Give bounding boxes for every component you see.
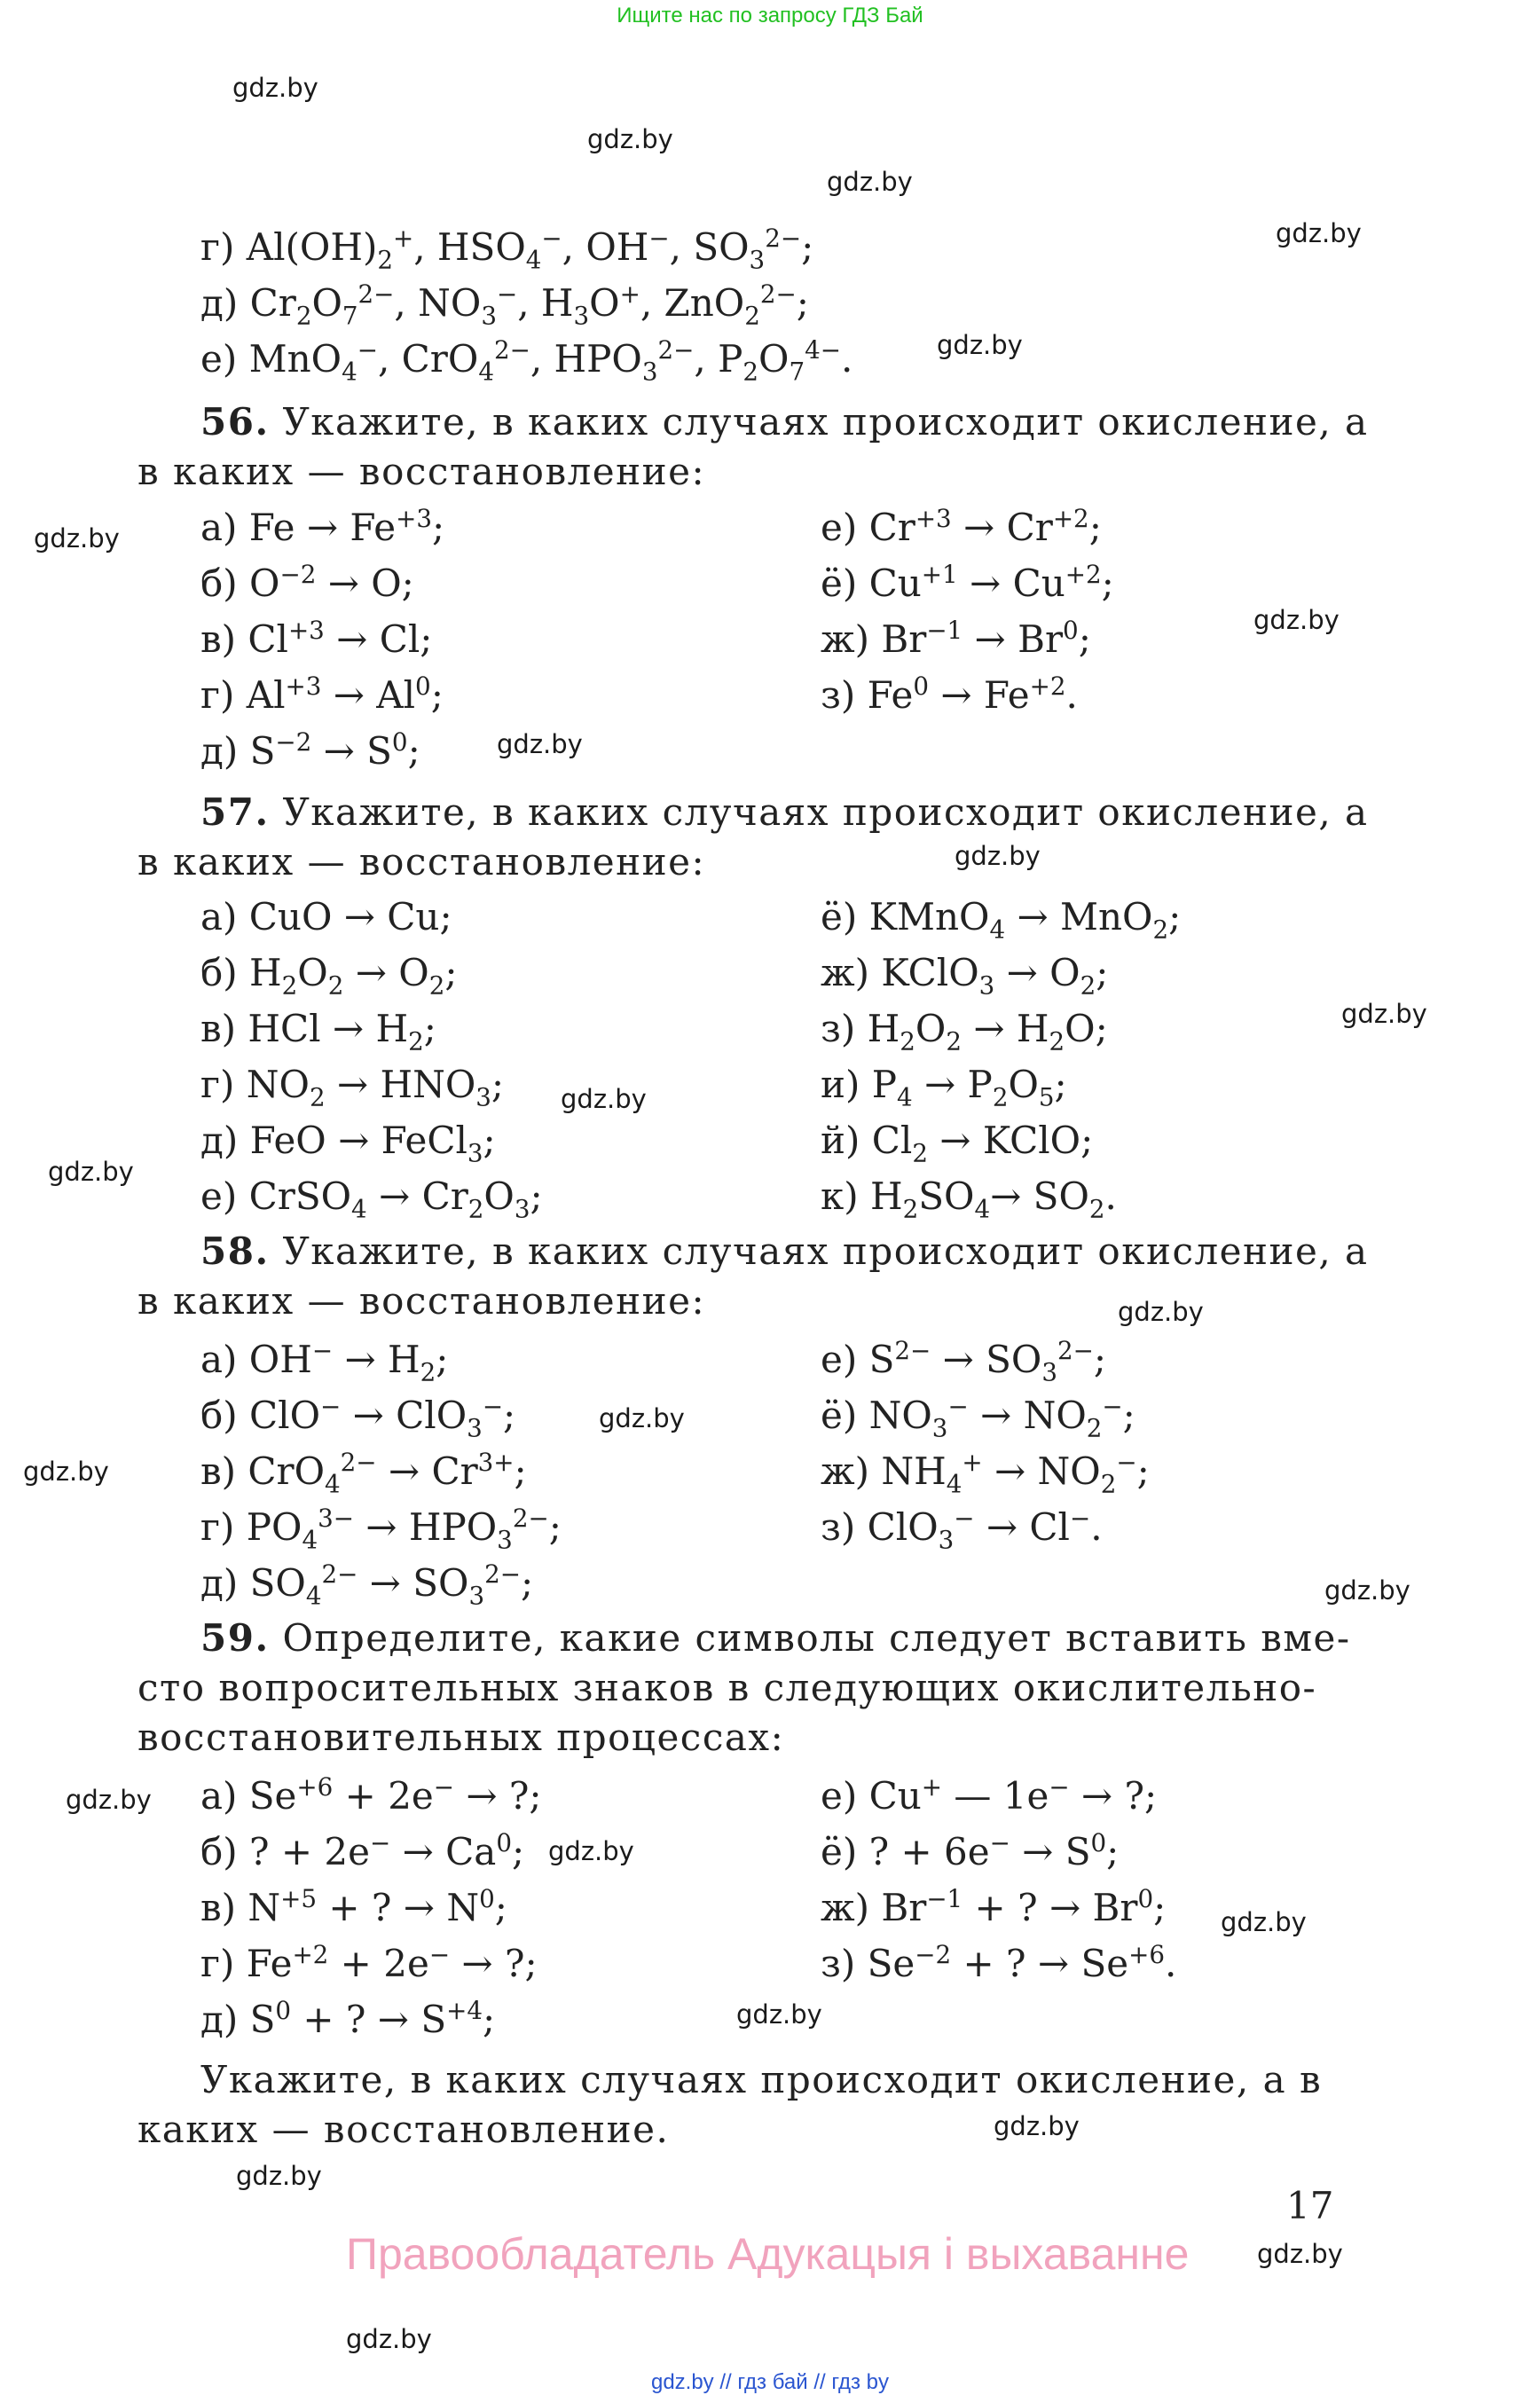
item-label: е) bbox=[200, 337, 238, 381]
task-56-item: в) $Cl^{+3} \to Cl$; bbox=[200, 616, 433, 661]
ion-list-g: г) $Al(OH)_2^+$, $HSO_4^-$, OH−, $SO_3^{2-}$; bbox=[200, 224, 814, 275]
item-label: г) bbox=[200, 1063, 235, 1106]
header-note[interactable]: Ищите нас по запросу ГДЗ Бай bbox=[617, 4, 923, 27]
task-number: 57. bbox=[200, 790, 270, 834]
watermark: gdz.by bbox=[232, 73, 318, 103]
task-58-item: б) ClO− → ClO$_3$−; bbox=[200, 1392, 516, 1443]
task-56-item: е) $Cr^{+3} \to Cr^{+2}$; bbox=[821, 504, 1102, 549]
item-label: б) bbox=[200, 951, 238, 994]
item-label: ж) bbox=[821, 617, 870, 661]
item-label: з) bbox=[821, 1505, 856, 1549]
item-label: ё) bbox=[821, 1394, 858, 1437]
task-58-item: в) $CrO_4^{2-} \to Cr^{3+}$; bbox=[200, 1448, 527, 1499]
task-57-heading-2: в каких — восстановление: bbox=[138, 840, 706, 883]
task-56-heading bbox=[200, 400, 1369, 444]
task-56-item: ж) $Br^{-1} \to Br^0$; bbox=[821, 616, 1091, 661]
item-label: е) bbox=[821, 506, 858, 549]
closing-paragraph: Укажите, в каких случаях происходит окисление, а в bbox=[200, 2058, 1323, 2101]
task-56-item: а) $Fe \to Fe^{+3}$; bbox=[200, 504, 445, 549]
watermark: gdz.by bbox=[548, 1836, 634, 1866]
item-label: в) bbox=[200, 1449, 237, 1493]
task-59-item: д) $S^0$ + ? → $S^{+4}$; bbox=[200, 1996, 496, 2041]
task-59-item: в) $N^{+5}$ + ? → $N^0$; bbox=[200, 1884, 507, 1929]
item-label: в) bbox=[200, 1886, 237, 1929]
task-56-item: ё) $Cu^{+1} \to Cu^{+2}$; bbox=[821, 560, 1114, 605]
watermark: gdz.by bbox=[587, 124, 673, 154]
watermark: gdz.by bbox=[1253, 605, 1340, 635]
watermark: gdz.by bbox=[561, 1084, 647, 1114]
task-57-item: к) $H_2SO_4\to SO_2$. bbox=[821, 1174, 1117, 1224]
task-58-heading-2: в каких — восстановление: bbox=[138, 1279, 706, 1323]
task-text: Укажите, в каких случаях происходит окисление, а bbox=[282, 1229, 1369, 1273]
item-label: ж) bbox=[821, 1449, 870, 1493]
item-label: ж) bbox=[821, 1886, 870, 1929]
watermark: gdz.by bbox=[34, 523, 120, 554]
watermark: gdz.by bbox=[1118, 1297, 1204, 1327]
task-59-heading-3: восстановительных процессах: bbox=[138, 1716, 785, 1759]
watermark: gdz.by bbox=[66, 1785, 152, 1815]
rights-notice: Правообладатель Адукацыя і выхаванне bbox=[346, 2229, 1190, 2279]
item-label: д) bbox=[200, 1561, 239, 1605]
item-label: е) bbox=[821, 1774, 858, 1818]
task-57-item: е) CrSO$_4$ → $Cr_2O_3$; bbox=[200, 1174, 543, 1224]
task-57-item: й) $Cl_2$ → KClO; bbox=[821, 1119, 1094, 1168]
item-label: ж) bbox=[821, 951, 870, 994]
task-59-item: ж) $Br^{-1}$ + ? → $Br^0$; bbox=[821, 1884, 1167, 1929]
watermark: gdz.by bbox=[1276, 218, 1362, 248]
task-57-item: и) $P_4 \to P_2O_5$; bbox=[821, 1063, 1067, 1112]
task-59-item: з) $Se^{-2}$ + ? → $Se^{+6}$. bbox=[821, 1940, 1177, 1985]
task-59-item: е) Cu+ — 1e− → ?; bbox=[821, 1772, 1158, 1818]
task-58-item: д) $SO_4^{2-} \to SO_3^{2-}$; bbox=[200, 1559, 534, 1611]
task-57-item: з) $H_2O_2 \to H_2O$; bbox=[821, 1007, 1108, 1056]
task-58-item: ж) $NH_4^+ \to NO_2^-$; bbox=[821, 1448, 1150, 1499]
watermark: gdz.by bbox=[346, 2324, 432, 2354]
footer-links[interactable]: gdz.by // гдз бай // гдз by bbox=[650, 2370, 890, 2394]
item-label: е) bbox=[821, 1338, 858, 1381]
item-label: ё) bbox=[821, 1830, 858, 1873]
task-59-item: г) $Fe^{+2} + 2e^-$ → ?; bbox=[200, 1940, 538, 1985]
task-57-item: ж) KClO$_3$ → $O_2$; bbox=[821, 951, 1109, 1001]
page-number: 17 bbox=[1286, 2184, 1334, 2227]
task-number: 58. bbox=[200, 1229, 270, 1273]
item-label: а) bbox=[200, 1774, 238, 1818]
closing-paragraph-2: каких — восстановление. bbox=[138, 2108, 670, 2151]
item-label: г) bbox=[200, 1942, 235, 1985]
task-56-item: б) $O^{-2} \to O$; bbox=[200, 560, 414, 605]
watermark: gdz.by bbox=[736, 1999, 822, 2030]
task-59-heading-2: сто вопросительных знаков в следующих окислительно- bbox=[138, 1666, 1317, 1709]
task-59-item: ё) ? + $6e^- \to S^0$; bbox=[821, 1828, 1120, 1873]
item-label: к) bbox=[821, 1174, 859, 1218]
task-57-item: г) $NO_2 \to HNO_3$; bbox=[200, 1063, 505, 1112]
item-label: а) bbox=[200, 506, 238, 549]
watermark: gdz.by bbox=[955, 841, 1041, 871]
item-label: в) bbox=[200, 1007, 237, 1050]
task-text: Укажите, в каких случаях происходит окисление, а bbox=[282, 400, 1369, 444]
watermark: gdz.by bbox=[1324, 1575, 1410, 1606]
item-label: б) bbox=[200, 1830, 238, 1873]
watermark: gdz.by bbox=[236, 2161, 322, 2191]
watermark: gdz.by bbox=[1257, 2239, 1343, 2269]
watermark: gdz.by bbox=[937, 330, 1023, 360]
watermark: gdz.by bbox=[1341, 999, 1427, 1029]
item-label: г) bbox=[200, 673, 235, 717]
item-label: д) bbox=[200, 1119, 239, 1162]
item-label: а) bbox=[200, 895, 238, 938]
task-58-item: е) $S^{2-} \to SO_3^{2-}$; bbox=[821, 1336, 1107, 1387]
task-58-item: г) $PO_4^{3-} \to HPO_3^{2-}$; bbox=[200, 1504, 562, 1555]
item-label: й) bbox=[821, 1119, 860, 1162]
watermark: gdz.by bbox=[827, 167, 913, 197]
task-58-item: ё) $NO_3^- \to NO_2^-$; bbox=[821, 1392, 1135, 1443]
item-label: г) bbox=[200, 225, 235, 269]
item-label: и) bbox=[821, 1063, 860, 1106]
task-56-heading-2: в каких — восстановление: bbox=[138, 450, 706, 493]
watermark: gdz.by bbox=[599, 1403, 685, 1433]
watermark: gdz.by bbox=[23, 1457, 109, 1487]
ion-list-d: д) $Cr_2O_7^{2-}$, $NO_3^-$, $H_3O^+$, ZnO$_2^{2-}$; bbox=[200, 279, 809, 331]
task-57-item: д) FeO → FeCl$_3$; bbox=[200, 1119, 496, 1168]
task-58-item: а) $OH^- \to H_2$; bbox=[200, 1336, 449, 1387]
item-label: з) bbox=[821, 1942, 856, 1985]
item-label: ё) bbox=[821, 895, 858, 938]
task-56-item: г) $Al^{+3} \to Al^0$; bbox=[200, 671, 444, 717]
task-text: Укажите, в каких случаях происходит окисление, а bbox=[282, 790, 1369, 834]
item-label: з) bbox=[821, 1007, 856, 1050]
task-text: Определите, какие символы следует вставить вме- bbox=[282, 1616, 1351, 1660]
watermark: gdz.by bbox=[48, 1157, 134, 1187]
item-label: г) bbox=[200, 1505, 235, 1549]
item-label: д) bbox=[200, 281, 239, 325]
task-57-item: ё) KMnO$_4$ → MnO$_2$; bbox=[821, 895, 1182, 945]
task-57-item: а) CuO → Cu; bbox=[200, 895, 452, 938]
item-label: з) bbox=[821, 673, 856, 717]
task-59-item: б) ? + $2e^- \to Ca^0$; bbox=[200, 1828, 525, 1873]
item-label: д) bbox=[200, 1998, 239, 2041]
task-number: 59. bbox=[200, 1616, 270, 1660]
item-label: в) bbox=[200, 617, 237, 661]
item-label: б) bbox=[200, 561, 238, 605]
item-label: б) bbox=[200, 1394, 238, 1437]
item-label: ё) bbox=[821, 561, 858, 605]
task-58-item: з) ClO$_3$− → Cl−. bbox=[821, 1504, 1103, 1555]
task-57-item: б) $H_2O_2 \to O_2$; bbox=[200, 951, 458, 1001]
watermark: gdz.by bbox=[1221, 1907, 1307, 1937]
task-56-item: д) $S^{-2} \to S^0$; bbox=[200, 727, 420, 773]
item-label: д) bbox=[200, 729, 239, 773]
task-56-item: з) $Fe^0 \to Fe^{+2}$. bbox=[821, 671, 1078, 717]
item-label: е) bbox=[200, 1174, 238, 1218]
watermark: gdz.by bbox=[994, 2111, 1080, 2141]
task-57-item: в) HCl → $H_2$; bbox=[200, 1007, 436, 1056]
item-label: а) bbox=[200, 1338, 238, 1381]
ion-list-e: е) MnO$_4$−, CrO$_4^{2-}$, $HPO_3^{2-}$, $P_2O_7^{4-}$. bbox=[200, 335, 853, 387]
watermark: gdz.by bbox=[497, 729, 583, 759]
task-57-heading bbox=[200, 790, 1369, 834]
task-58-heading bbox=[200, 1229, 1369, 1273]
task-59-item: а) $Se^{+6} + 2e^-$ → ?; bbox=[200, 1772, 542, 1818]
task-59-heading bbox=[200, 1616, 1351, 1660]
task-number: 56. bbox=[200, 400, 270, 444]
